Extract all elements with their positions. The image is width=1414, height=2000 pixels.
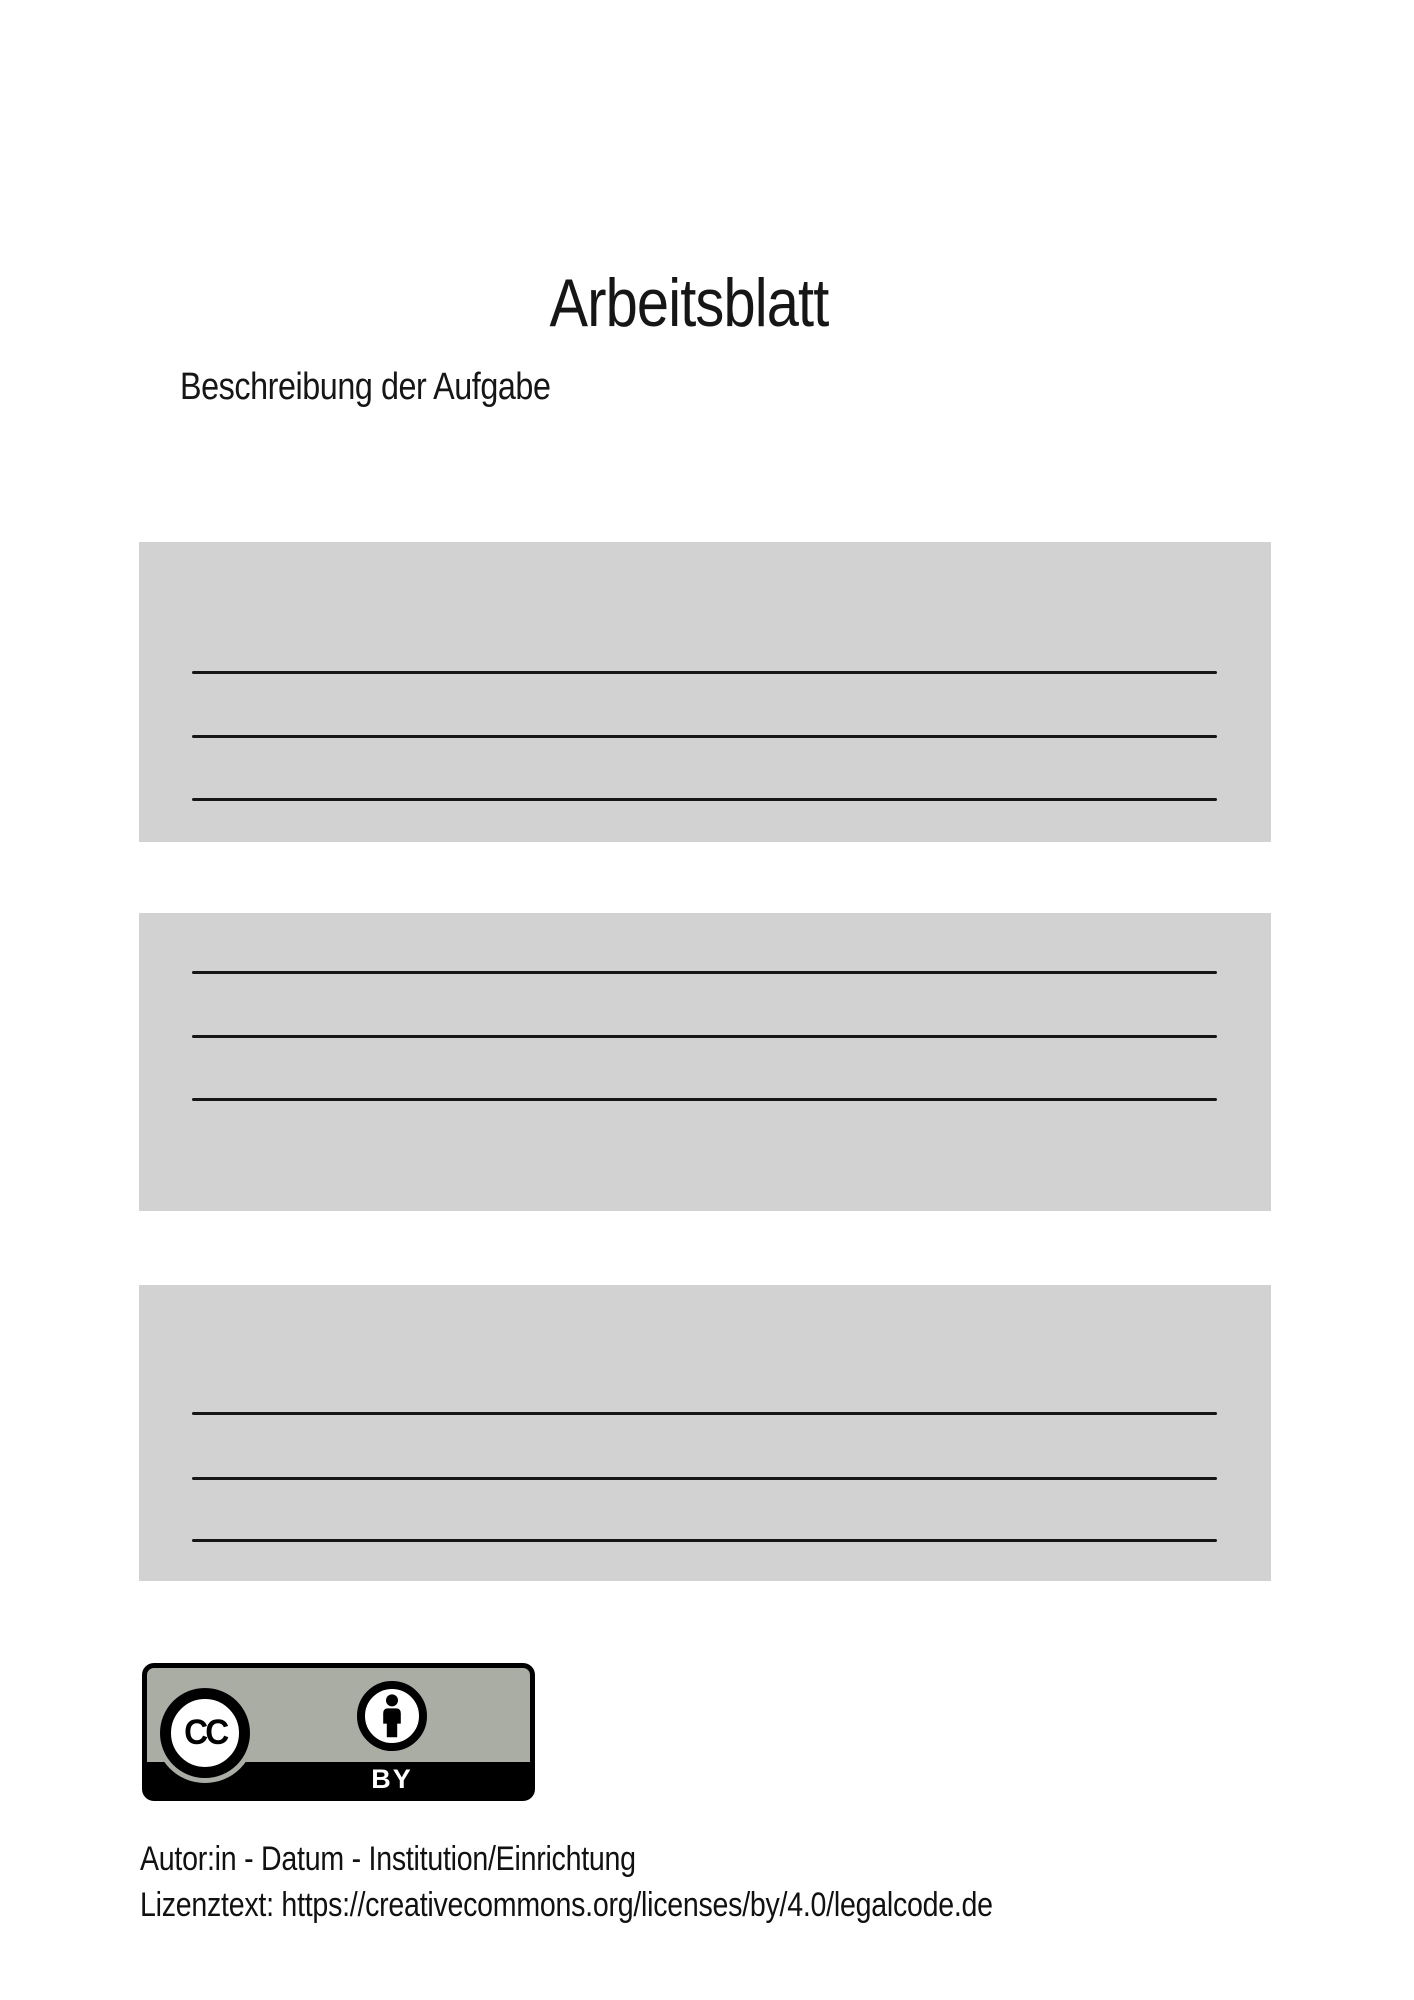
cc-logo-icon bbox=[160, 1688, 250, 1778]
task-description-label: Beschreibung der Aufgabe bbox=[180, 366, 551, 408]
writing-line bbox=[192, 971, 1217, 974]
writing-line bbox=[192, 1539, 1217, 1542]
license-text-line: Lizenztext: https://creativecommons.org/licenses/by/4.0/legalcode.de bbox=[140, 1886, 993, 1924]
writing-line bbox=[192, 735, 1217, 738]
answer-box-3 bbox=[139, 1285, 1271, 1581]
writing-line bbox=[192, 1412, 1217, 1415]
writing-line bbox=[192, 671, 1217, 674]
writing-line bbox=[192, 1098, 1217, 1101]
attribution-line: Autor:in - Datum - Institution/Einrichtung bbox=[140, 1840, 636, 1878]
writing-line bbox=[192, 1477, 1217, 1480]
answer-box-1 bbox=[139, 542, 1271, 842]
by-label: BY bbox=[371, 1764, 413, 1794]
writing-line bbox=[192, 798, 1217, 801]
writing-line bbox=[192, 1035, 1217, 1038]
cc-by-license-badge bbox=[142, 1663, 535, 1801]
cc-logo-label: CC bbox=[183, 1713, 227, 1752]
attribution-person-icon bbox=[357, 1681, 427, 1751]
page-title: Arbeitsblatt bbox=[549, 264, 829, 341]
answer-box-2 bbox=[139, 913, 1271, 1211]
